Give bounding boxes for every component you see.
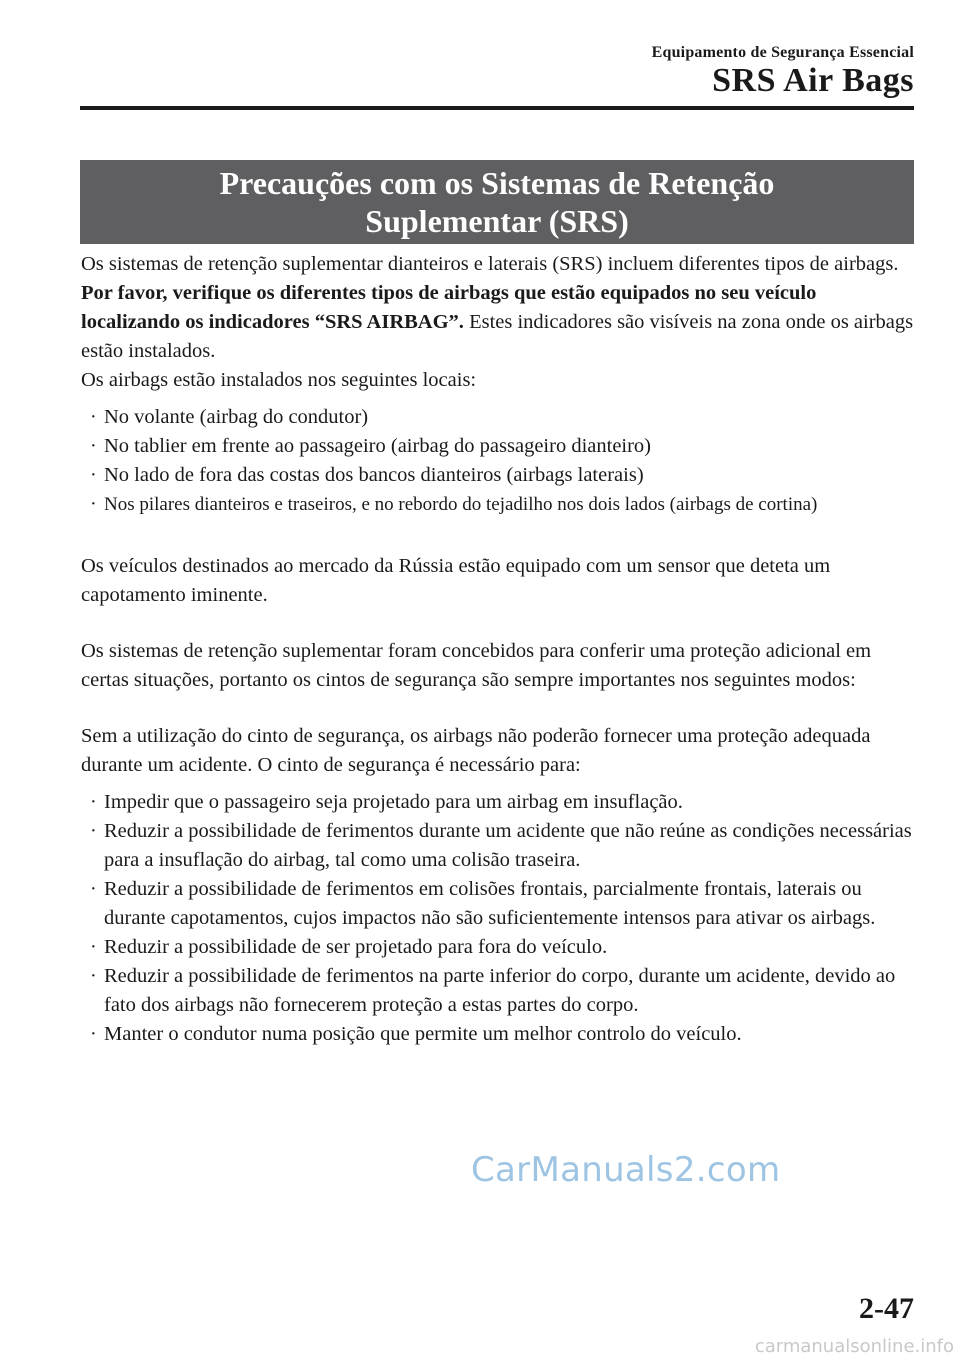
intro-bold-text: Por favor, verifique os diferentes tipos de airbags que estão equipados no seu veículo localizando os indicadores “SRS AIRBAG”. xyxy=(81,282,817,333)
list-item-text: No volante (airbag do condutor) xyxy=(104,406,369,428)
belt-note: Sem a utilização do cinto de segurança, os airbags não poderão fornecer uma proteção adequada durante um acidente. O cinto de segurança é necessário para: xyxy=(81,725,871,776)
belt-reasons-list xyxy=(81,788,915,1049)
list-item xyxy=(90,490,915,519)
list-item xyxy=(90,962,915,1020)
bullet-icon: · xyxy=(90,936,97,958)
list-item-text: Reduzir a possibilidade de ferimentos em colisões frontais, parcialmente frontais, laterais ou durante capotamentos, cujos impactos não são suficientemente intensos para ativar os airbags. xyxy=(104,878,876,929)
list-item-text: Reduzir a possibilidade de ser projetado para fora do veículo. xyxy=(104,936,608,958)
list-item xyxy=(90,432,915,461)
bullet-icon: · xyxy=(90,791,97,813)
russia-note: Os veículos destinados ao mercado da Rússia estão equipado com um sensor que deteta um capotamento iminente. xyxy=(81,555,831,606)
section-banner xyxy=(80,160,914,244)
bullet-icon: · xyxy=(90,878,97,900)
header-title: SRS Air Bags xyxy=(712,62,914,99)
bullet-icon: · xyxy=(90,820,97,842)
list-item xyxy=(90,403,915,432)
srs-note: Os sistemas de retenção suplementar foram concebidos para conferir uma proteção adicional em certas situações, portanto os cintos de segurança são sempre importantes nos seguintes modos: xyxy=(81,640,872,691)
bullet-icon: · xyxy=(90,464,97,486)
intro-text-1: Os sistemas de retenção suplementar dianteiros e laterais (SRS) incluem diferentes tipos de airbags. xyxy=(81,253,899,275)
list-item-text: Impedir que o passageiro seja projetado para um airbag em insuflação. xyxy=(104,791,683,813)
bullet-icon: · xyxy=(90,1023,97,1045)
page-number: 2-47 xyxy=(859,1292,914,1325)
footer-url: carmanualsonline.info xyxy=(754,1336,954,1357)
bullet-icon: · xyxy=(90,965,97,987)
list-item-text: Nos pilares dianteiros e traseiros, e no rebordo do tejadilho nos dois lados (airbags de cortina) xyxy=(104,494,818,515)
intro-paragraph xyxy=(81,250,915,366)
list-item-text: Reduzir a possibilidade de ferimentos na parte inferior do corpo, durante um acidente, devido ao fato dos airbags não fornecerem proteção a estas partes do corpo. xyxy=(104,965,896,1016)
bullet-icon: · xyxy=(90,493,97,515)
list-item xyxy=(90,817,915,875)
list-item xyxy=(90,1020,915,1049)
list-item-text: No tablier em frente ao passageiro (airbag do passageiro dianteiro) xyxy=(104,435,652,457)
list-item xyxy=(90,933,915,962)
list-item xyxy=(90,461,915,490)
locations-list xyxy=(81,403,915,519)
list-item-text: Manter o condutor numa posição que permite um melhor controlo do veículo. xyxy=(104,1023,742,1045)
locations-intro: Os airbags estão instalados nos seguintes locais: xyxy=(81,369,477,391)
watermark: CarManuals2.com xyxy=(471,1150,781,1190)
content xyxy=(81,250,915,1049)
list-item xyxy=(90,875,915,933)
list-item-text: No lado de fora das costas dos bancos dianteiros (airbags laterais) xyxy=(104,464,644,486)
header-subtitle: Equipamento de Segurança Essencial xyxy=(651,44,914,61)
intro-text-2: Estes indicadores são visíveis na zona onde os airbags estão instalados. xyxy=(81,311,914,362)
banner-line-1: Precauções com os Sistemas de Retenção xyxy=(219,165,775,201)
bullet-icon: · xyxy=(90,435,97,457)
list-item-text: Reduzir a possibilidade de ferimentos durante um acidente que não reúne as condições necessárias para a insuflação do airbag, tal como uma colisão traseira. xyxy=(104,820,912,871)
header-rule xyxy=(80,106,914,110)
banner-line-2: Suplementar (SRS) xyxy=(365,203,629,239)
bullet-icon: · xyxy=(90,406,97,428)
list-item xyxy=(90,788,915,817)
